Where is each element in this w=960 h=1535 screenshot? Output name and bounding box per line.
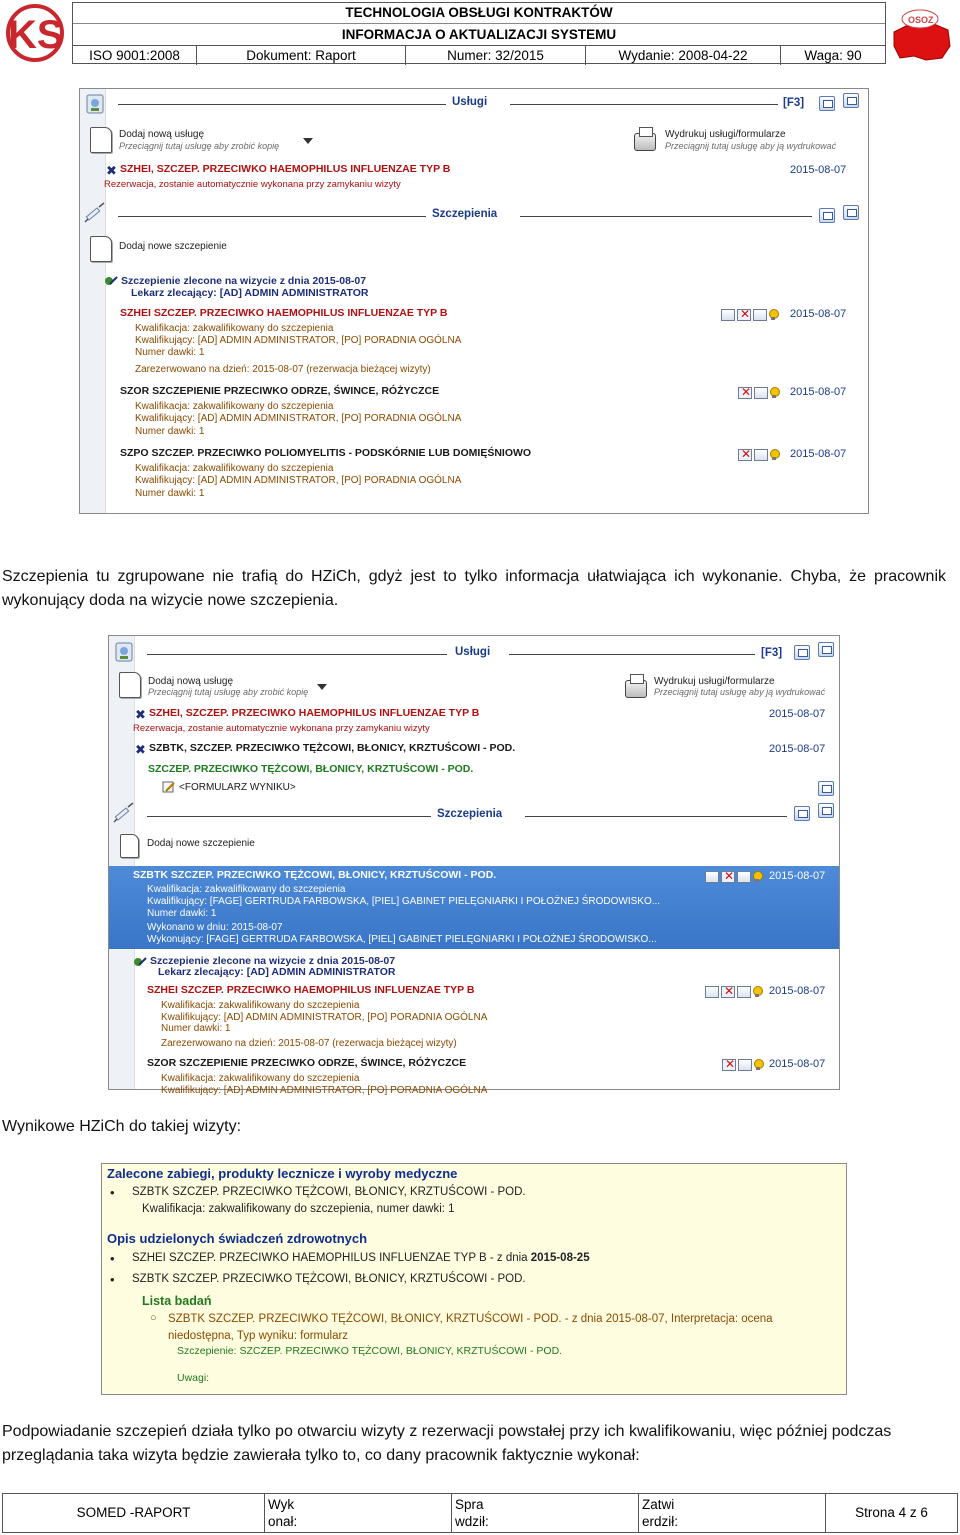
vacc-3-line-3: Numer dawki: 1 (135, 488, 205, 499)
vacc-window-view-button[interactable] (818, 803, 834, 818)
print-hint: Przeciągnij tutaj usługę aby ją wydrukować (654, 687, 826, 697)
hz-result-line-2: niedostępna, Typ wyniku: formularz (168, 1330, 349, 1342)
printer-icon[interactable] (625, 680, 647, 698)
table-icon[interactable] (737, 986, 751, 998)
vacc-list-view-button[interactable] (819, 208, 835, 223)
header-subtitle: INFORMACJA O AKTUALIZACJI SYSTEMU (73, 23, 885, 45)
service-1-note: Rezerwacja, zostanie automatycznie wykonana przy zamykaniu wizyty (104, 179, 401, 190)
vacc-list-view-button[interactable] (794, 806, 810, 821)
hz-recommended-item-sub: Kwalifikacja: zakwalifikowany do szczepienia, numer dawki: 1 (142, 1203, 455, 1215)
hz-lista-badan: Lista badań (142, 1294, 212, 1308)
delete-icon[interactable] (737, 309, 751, 321)
hz-uwagi: Uwagi: (177, 1372, 210, 1384)
vacc-2-title[interactable]: SZOR SZCZEPIENIE PRZECIWKO ODRZE, ŚWINCE, RÓŻYCZCE (120, 385, 440, 397)
header-numer: Numer: 32/2015 (406, 46, 586, 65)
add-vacc-label[interactable]: Dodaj nowe szczepienie (119, 241, 227, 252)
add-service-hint: Przeciągnij tutaj usługę aby zrobić kopię (148, 687, 309, 697)
footer-wykonal (265, 1494, 452, 1532)
footer-zatwierdzil (639, 1494, 826, 1532)
services-icon (84, 93, 106, 115)
result-form-link[interactable]: <FORMULARZ WYNIKU> (179, 782, 296, 793)
service-2-subtitle: SZCZEP. PRZECIWKO TĘŻCOWI, BŁONICY, KRZTUŚCOWI - POD. (148, 763, 474, 775)
document-footer (2, 1493, 958, 1533)
selected-vacc-line-2: Kwalifikujący: [FAGE] GERTRUDA FARBOWSKA, [PIEL] GABINET PIELĘGNIARKI I POŁOŻNEJ ŚRODOWISKO... (147, 896, 661, 907)
footer-sprawdzil (452, 1494, 639, 1532)
vacc-window-view-button[interactable] (843, 205, 859, 220)
syringe-icon (111, 801, 135, 825)
print-hint: Przeciągnij tutaj usługę aby ją wydrukować (665, 141, 837, 151)
vacc-2-line-1: Kwalifikacja: zakwalifikowany do szczepienia (161, 1073, 360, 1084)
vacc-1-line-2: Kwalifikujący: [AD] ADMIN ADMINISTRATOR, [PO] PORADNIA OGÓLNA (135, 335, 462, 346)
vacc-1-actions (721, 308, 777, 322)
hzich-panel (101, 1163, 847, 1395)
screenshot-2 (108, 635, 840, 1096)
print-label[interactable]: Wydrukuj usługi/formularze (654, 676, 775, 687)
footer-zatwierdzil-a: Zatwi (642, 1497, 675, 1512)
paragraph-3: Podpowiadanie szczepień działa tylko po otwarciu wizyty z rezerwacji powstałej przy ich kwalifikowaniu, więc później podczas przeglądania taka wizyta będzie zawierała tylko to, co dany pracownik faktycznie wykonał: (2, 1423, 892, 1464)
table-icon[interactable] (737, 871, 751, 883)
vacc-2-date: 2015-08-07 (790, 386, 847, 398)
vacc-3-title[interactable]: SZPO SZCZEP. PRZECIWKO POLIOMYELITIS - PODSKÓRNIE LUB DOMIĘŚNIOWO (120, 447, 532, 459)
header-wydanie: Wydanie: 2008-04-22 (586, 46, 781, 65)
table-icon[interactable] (754, 449, 768, 461)
services-icon (113, 641, 135, 663)
syringe-icon (82, 201, 106, 225)
calendar-icon[interactable] (705, 986, 719, 998)
add-service-label[interactable]: Dodaj nową usługę (119, 129, 205, 140)
bulb-icon[interactable] (770, 387, 778, 399)
selected-vacc-line-3: Numer dawki: 1 (147, 908, 217, 919)
service-1-note: Rezerwacja, zostanie automatycznie wykonana przy zamykaniu wizyty (133, 723, 430, 734)
f3-shortcut[interactable]: [F3] (761, 647, 783, 659)
f3-shortcut[interactable]: [F3] (783, 97, 805, 109)
ordered-line-1: Szczepienie zlecone na wizycie z dnia 2015-08-07 (121, 275, 367, 287)
delete-icon[interactable] (721, 986, 735, 998)
service-1-title[interactable]: SZHEI, SZCZEP. PRZECIWKO HAEMOPHILUS INFLUENZAE TYP B (149, 707, 480, 719)
delete-icon[interactable] (721, 871, 735, 883)
vacc-1-line-4: Zarezerwowano na dzień: 2015-08-07 (rezerwacja bieżącej wizyty) (161, 1038, 457, 1049)
list-view-button[interactable] (794, 645, 810, 660)
add-service-dropdown-icon[interactable] (317, 684, 327, 690)
hz-result-vacc: Szczepienie: SZCZEP. PRZECIWKO TĘŻCOWI, BŁONICY, KRZTUŚCOWI - POD. (177, 1345, 563, 1357)
selected-vacc-actions (705, 870, 761, 884)
vacc-3-line-1: Kwalifikacja: zakwalifikowany do szczepienia (135, 463, 334, 474)
vacc-1-line-2: Kwalifikujący: [AD] ADMIN ADMINISTRATOR, [PO] PORADNIA OGÓLNA (161, 1012, 488, 1023)
delete-icon[interactable] (738, 387, 752, 399)
footer-doc: SOMED -RAPORT (3, 1494, 265, 1532)
selected-vacc-line-4: Wykonano w dniu: 2015-08-07 (147, 922, 283, 933)
bulb-icon[interactable] (754, 1059, 762, 1071)
table-icon[interactable] (753, 309, 767, 321)
table-icon[interactable] (754, 387, 768, 399)
add-vacc-doc-icon[interactable] (90, 236, 112, 262)
vacc-1-line-3: Numer dawki: 1 (161, 1023, 231, 1034)
vacc-2-line-2: Kwalifikujący: [AD] ADMIN ADMINISTRATOR, [PO] PORADNIA OGÓLNA (161, 1085, 488, 1096)
screenshot-1 (79, 88, 869, 514)
vacc-3-line-2: Kwalifikujący: [AD] ADMIN ADMINISTRATOR, [PO] PORADNIA OGÓLNA (135, 475, 462, 486)
vacc-1-actions (705, 985, 761, 999)
add-service-dropdown-icon[interactable] (303, 138, 313, 144)
bulb-icon[interactable] (753, 871, 761, 883)
vacc-3-date: 2015-08-07 (790, 448, 847, 460)
window-view-button[interactable] (818, 642, 834, 657)
osoz-logo (886, 2, 958, 64)
ks-logo (2, 2, 72, 64)
ordered-line-2: Lekarz zlecający: [AD] ADMIN ADMINISTRATOR (131, 287, 369, 299)
form-edit-icon[interactable] (162, 781, 176, 793)
vacc-1-line-3: Numer dawki: 1 (135, 347, 205, 358)
hz-recommended-item: • SZBTK SZCZEP. PRZECIWKO TĘŻCOWI, BŁONICY, KRZTUŚCOWI - POD. (132, 1186, 526, 1198)
paragraph-1: Szczepienia tu zgrupowane nie trafią do HZiCh, gdyż jest to tylko informacja ułatwiająca ich wykonanie. Chyba, że pracownik wykonujący doda na wizycie nowe szczepienia. (2, 568, 946, 609)
hz-result-line-1: ○ SZBTK SZCZEP. PRZECIWKO TĘŻCOWI, BŁONICY, KRZTUŚCOWI - POD. - z dnia 2015-08-07, Interpretacja: ocena (168, 1313, 773, 1325)
footer-sprawdzil-b: wdził: (455, 1514, 489, 1529)
vacc-1-line-1: Kwalifikacja: zakwalifikowany do szczepienia (135, 323, 334, 334)
vacc-2-actions (722, 1058, 762, 1072)
selected-vacc-line-1: Kwalifikacja: zakwalifikowany do szczepienia (147, 884, 346, 895)
vacc-1-date: 2015-08-07 (769, 985, 826, 997)
vacc-2-line-2: Kwalifikujący: [AD] ADMIN ADMINISTRATOR, [PO] PORADNIA OGÓLNA (135, 413, 462, 424)
service-1-date: 2015-08-07 (769, 708, 826, 720)
hz-service-item-2: • SZBTK SZCZEP. PRZECIWKO TĘŻCOWI, BŁONICY, KRZTUŚCOWI - POD. (132, 1273, 526, 1285)
vacc-2-title[interactable]: SZOR SZCZEPIENIE PRZECIWKO ODRZE, ŚWINCE, RÓŻYCZCE (147, 1057, 467, 1069)
ordered-line-1: Szczepienie zlecone na wizycie z dnia 2015-08-07 (150, 955, 396, 967)
service-1-date: 2015-08-07 (790, 164, 847, 176)
vacc-1-line-4: Zarezerwowano na dzień: 2015-08-07 (rezerwacja bieżącej wizyty) (135, 364, 431, 375)
service-1-title[interactable]: SZHEI, SZCZEP. PRZECIWKO HAEMOPHILUS INFLUENZAE TYP B (120, 163, 451, 175)
hz-heading-services: Opis udzielonych świadczeń zdrowotnych (107, 1231, 368, 1246)
hz-service-item-1 (132, 1252, 590, 1264)
add-service-label[interactable]: Dodaj nową usługę (148, 676, 234, 687)
form-window-button[interactable] (818, 781, 834, 796)
document-header (0, 0, 960, 66)
selected-vacc-line-5: Wykonujący: [FAGE] GERTRUDA FARBOWSKA, [PIEL] GABINET PIELĘGNIARKI I POŁOŻNEJ ŚRODOWISKO... (147, 934, 657, 945)
bulb-icon[interactable] (769, 309, 777, 321)
calendar-icon[interactable] (721, 309, 735, 321)
footer-wykonal-a: Wyk (268, 1497, 295, 1512)
ordered-icon (104, 275, 118, 287)
ordered-icon (133, 956, 147, 968)
vacc-1-title[interactable]: SZHEI SZCZEP. PRZECIWKO HAEMOPHILUS INFLUENZAE TYP B (147, 984, 475, 996)
vacc-1-date: 2015-08-07 (790, 308, 847, 320)
add-vacc-doc-icon[interactable] (120, 834, 139, 858)
footer-zatwierdzil-b: erdził: (642, 1514, 679, 1529)
footer-wykonal-b: onał: (268, 1514, 298, 1529)
calendar-icon[interactable] (705, 871, 719, 883)
vacc-2-line-1: Kwalifikacja: zakwalifikowany do szczepienia (135, 401, 334, 412)
header-table (72, 2, 886, 64)
bulb-icon[interactable] (753, 986, 761, 998)
selected-vacc-date: 2015-08-07 (769, 870, 826, 882)
hz-service-item-1-date: 2015-08-25 (530, 1252, 590, 1264)
print-label[interactable]: Wydrukuj usługi/formularze (665, 129, 786, 140)
printer-icon[interactable] (634, 133, 656, 151)
vacc-1-line-1: Kwalifikacja: zakwalifikowany do szczepienia (161, 1000, 360, 1011)
vacc-2-line-3: Numer dawki: 1 (135, 426, 205, 437)
vacc-2-date: 2015-08-07 (769, 1058, 826, 1070)
service-2-date: 2015-08-07 (769, 743, 826, 755)
cancel-service-icon[interactable]: ✖ (106, 163, 117, 178)
footer-sprawdzil-a: Spra (455, 1497, 484, 1512)
header-meta-row (73, 45, 885, 64)
bulb-icon[interactable] (770, 449, 778, 461)
list-view-button[interactable] (819, 96, 835, 111)
svg-text:KS: KS (8, 13, 64, 57)
hz-heading-recommended: Zalecone zabiegi, produkty lecznicze i wyroby medyczne (107, 1166, 458, 1181)
table-icon[interactable] (738, 1059, 752, 1071)
svg-text:OSOZ: OSOZ (908, 15, 934, 25)
ordered-line-2: Lekarz zlecający: [AD] ADMIN ADMINISTRATOR (158, 966, 396, 978)
add-service-doc-icon[interactable] (119, 672, 141, 698)
service-2-title[interactable]: SZBTK, SZCZEP. PRZECIWKO TĘŻCOWI, BŁONICY, KRZTUŚCOWI - POD. (149, 742, 516, 754)
delete-icon[interactable] (738, 449, 752, 461)
vacc-1-title[interactable]: SZHEI SZCZEP. PRZECIWKO HAEMOPHILUS INFLUENZAE TYP B (120, 307, 448, 319)
header-dokument: Dokument: Raport (197, 46, 406, 65)
left-toolbar (109, 636, 135, 1089)
section-title-szczepienia: Szczepienia (426, 208, 503, 220)
vacc-2-actions (738, 386, 778, 400)
footer-page: Strona 4 z 6 (855, 1505, 928, 1520)
section-title-szczepienia: Szczepienia (431, 808, 508, 820)
section-title-uslugi: Usługi (446, 96, 493, 108)
section-title-uslugi: Usługi (449, 646, 496, 658)
hz-service-item-1-text: SZHEI SZCZEP. PRZECIWKO HAEMOPHILUS INFLUENZAE TYP B - z dnia (132, 1252, 531, 1264)
add-service-hint: Przeciągnij tutaj usługę aby zrobić kopię (119, 141, 280, 151)
header-title: TECHNOLOGIA OBSŁUGI KONTRAKTÓW (345, 5, 613, 20)
selected-vacc-title: SZBTK SZCZEP. PRZECIWKO TĘŻCOWI, BŁONICY, KRZTUŚCOWI - POD. (133, 869, 497, 881)
delete-icon[interactable] (722, 1059, 736, 1071)
header-waga: Waga: 90 (804, 48, 862, 63)
add-vacc-label[interactable]: Dodaj nowe szczepienie (147, 838, 255, 849)
cancel-service-icon[interactable]: ✖ (135, 707, 146, 722)
add-service-doc-icon[interactable] (90, 127, 112, 153)
header-iso: ISO 9001:2008 (73, 46, 197, 65)
vacc-3-actions (738, 448, 778, 462)
paragraph-2: Wynikowe HZiCh do takiej wizyty: (2, 1118, 242, 1135)
window-view-button[interactable] (843, 93, 859, 108)
cancel-service-2-icon[interactable]: ✖ (135, 742, 146, 757)
